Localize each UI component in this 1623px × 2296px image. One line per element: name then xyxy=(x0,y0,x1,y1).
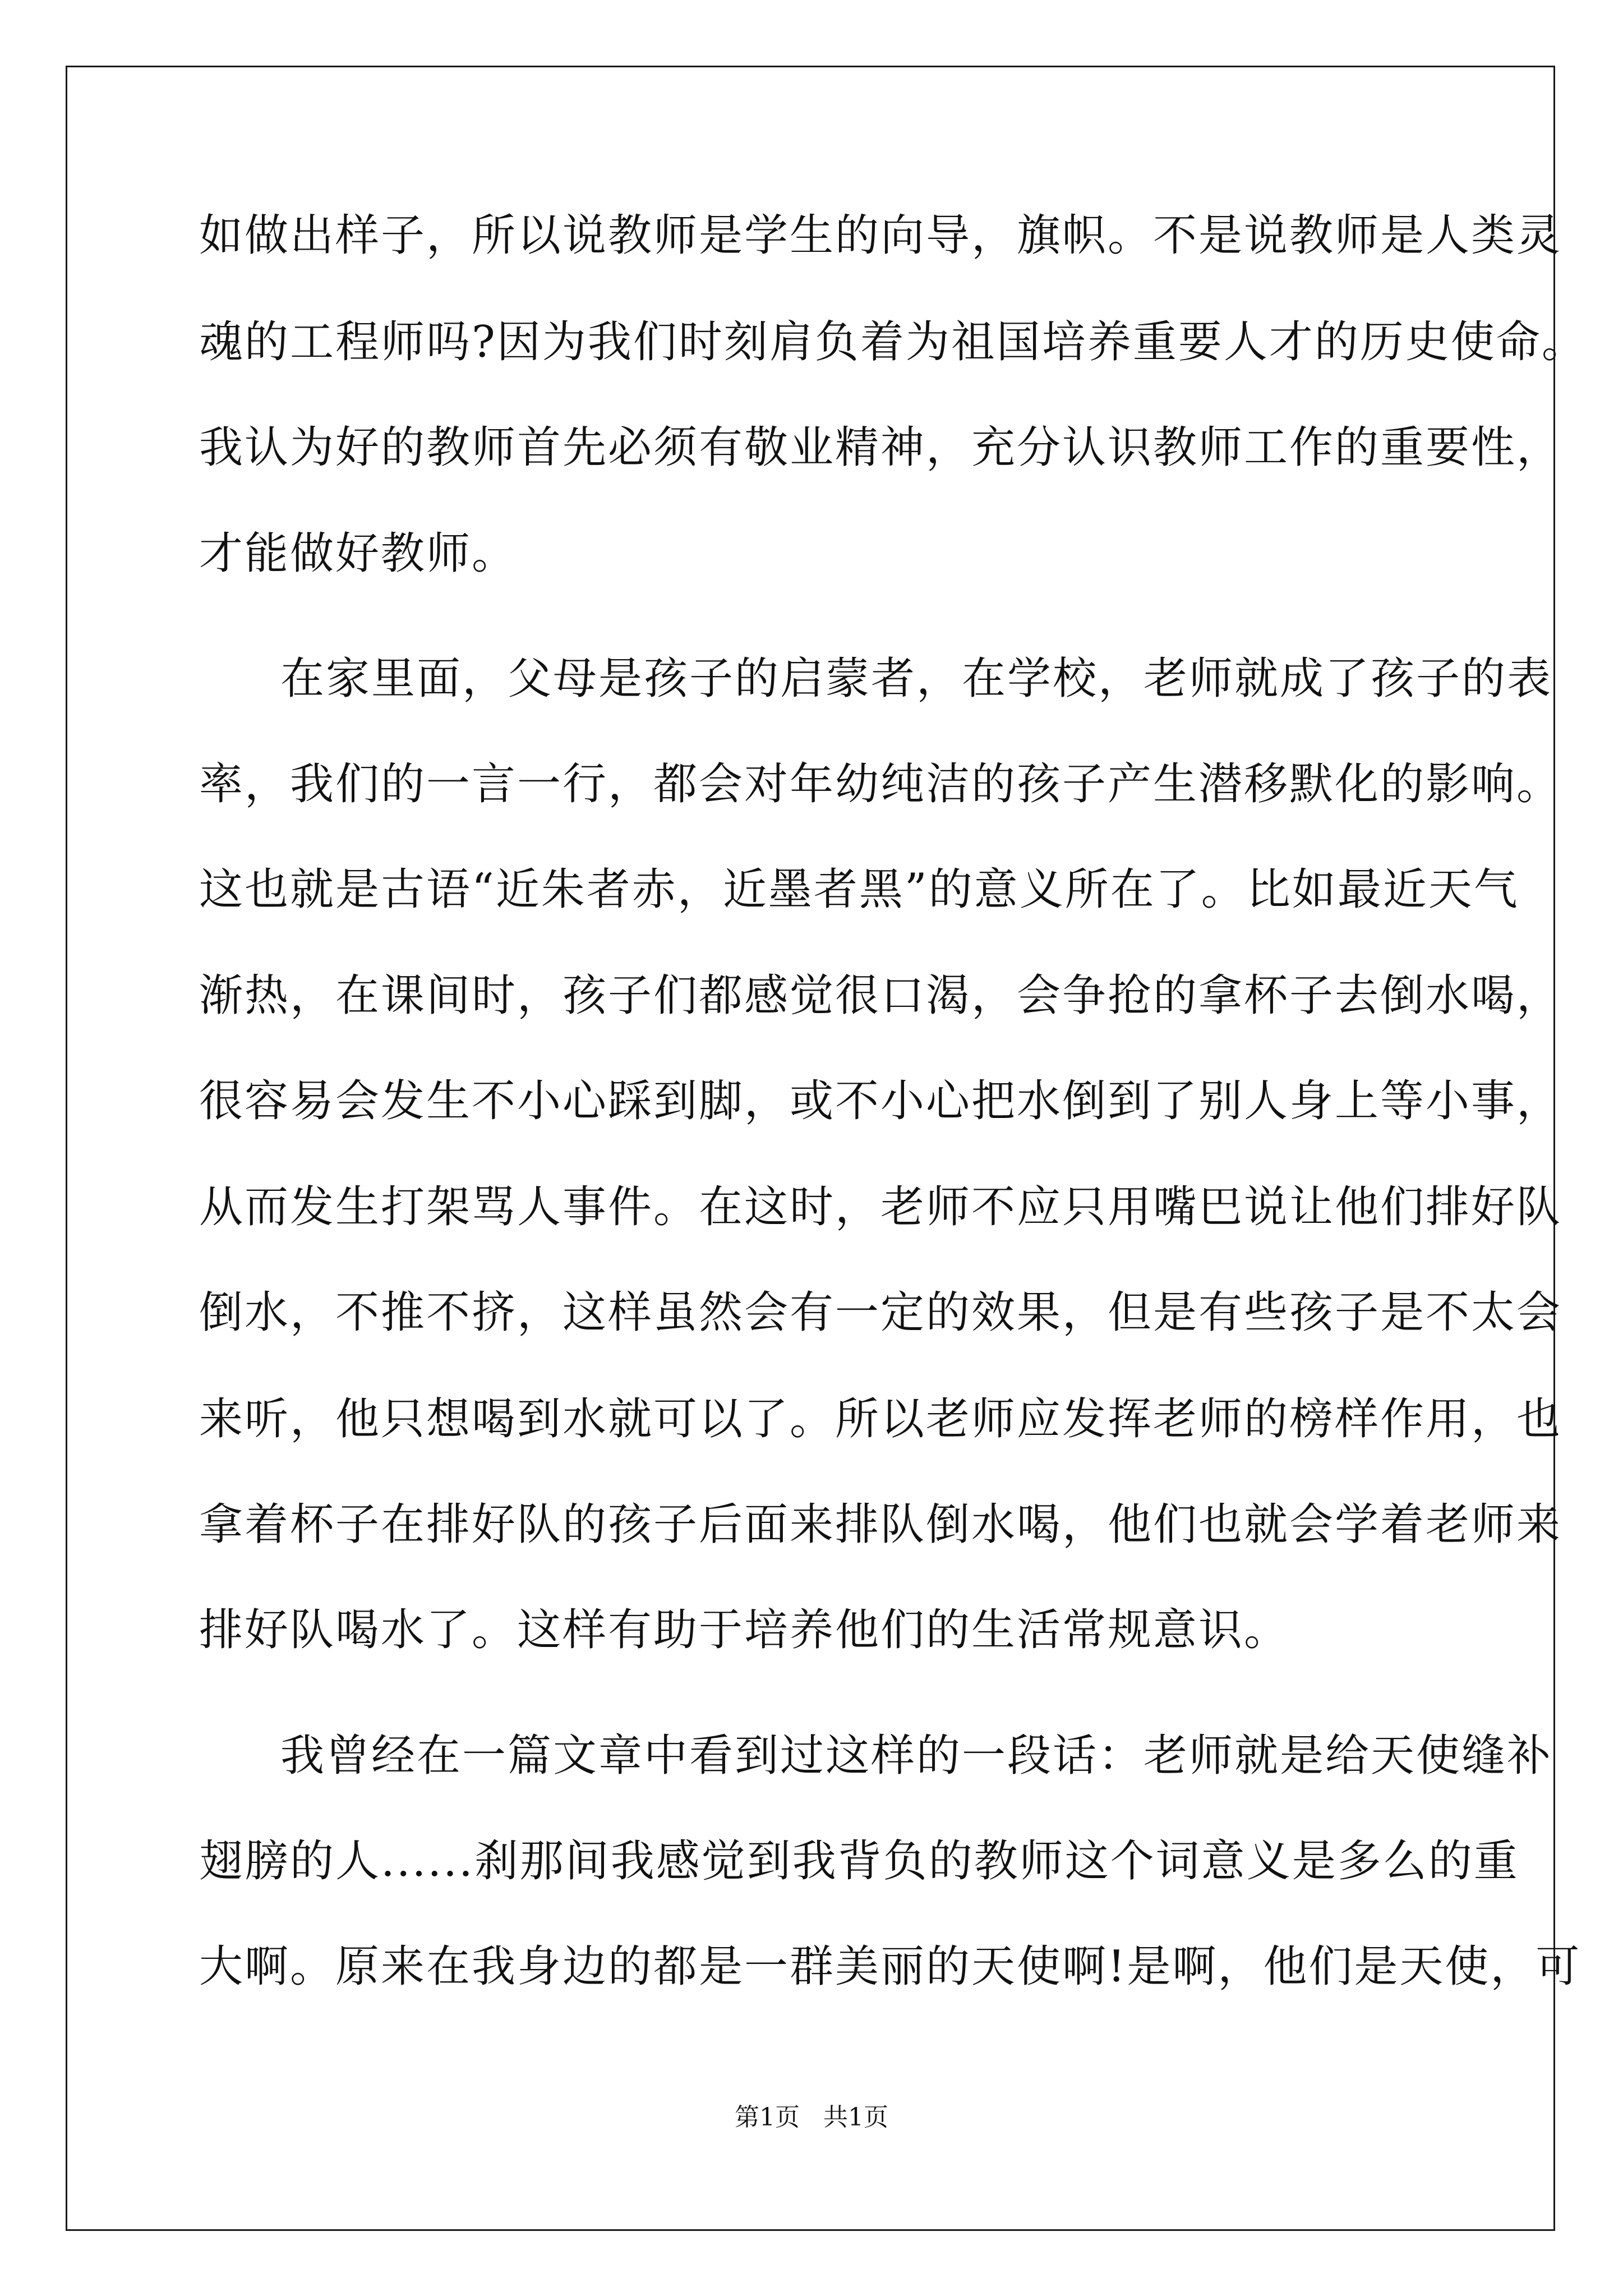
body-line: 排好队喝水了。这样有助于培养他们的生活常规意识。 xyxy=(199,1605,1290,1655)
paragraph-start-line: 我曾经在一篇文章中看到过这样的一段话：老师就是给天使缝补 xyxy=(280,1731,1553,1781)
body-line: 翅膀的人......刹那间我感觉到我背负的教师这个词意义是多么的重 xyxy=(199,1836,1519,1887)
body-line: 魂的工程师吗?因为我们时刻肩负着为祖国培养重要人才的历史使命。 xyxy=(199,317,1587,367)
body-line: 率，我们的一言一行，都会对年幼纯洁的孩子产生潜移默化的影响。 xyxy=(199,759,1562,809)
body-line: 拿着杯子在排好队的孩子后面来排队倒水喝，他们也就会学着老师来 xyxy=(199,1499,1562,1550)
body-line: 大啊。原来在我身边的都是一群美丽的天使啊!是啊，他们是天使，可 xyxy=(199,1941,1581,1992)
body-line: 如做出样子，所以说教师是学生的向导，旗帜。不是说教师是人类灵 xyxy=(199,210,1562,261)
body-line: 很容易会发生不小心踩到脚，或不小心把水倒到了别人身上等小事， xyxy=(199,1076,1562,1126)
body-line: 从而发生打架骂人事件。在这时，老师不应只用嘴巴说让他们排好队 xyxy=(199,1182,1562,1232)
paragraph-start-line: 在家里面，父母是孩子的启蒙者，在学校，老师就成了孩子的表 xyxy=(280,654,1553,704)
page-number-footer: 第1页 共1页 xyxy=(735,2103,888,2132)
body-line: 倒水，不推不挤，这样虽然会有一定的效果，但是有些孩子是不太会 xyxy=(199,1287,1562,1338)
page-frame xyxy=(66,66,1587,2231)
body-line: 来听，他只想喝到水就可以了。所以老师应发挥老师的榜样作用，也 xyxy=(199,1394,1562,1444)
body-line: 我认为好的教师首先必须有敬业精神，充分认识教师工作的重要性， xyxy=(199,422,1562,473)
body-line: 才能做好教师。 xyxy=(199,528,518,579)
body-line: 渐热，在课间时，孩子们都感觉很口渴，会争抢的拿杯子去倒水喝， xyxy=(199,970,1562,1021)
body-line: 这也就是古语“近朱者赤，近墨者黑”的意义所在了。比如最近天气 xyxy=(199,864,1519,915)
